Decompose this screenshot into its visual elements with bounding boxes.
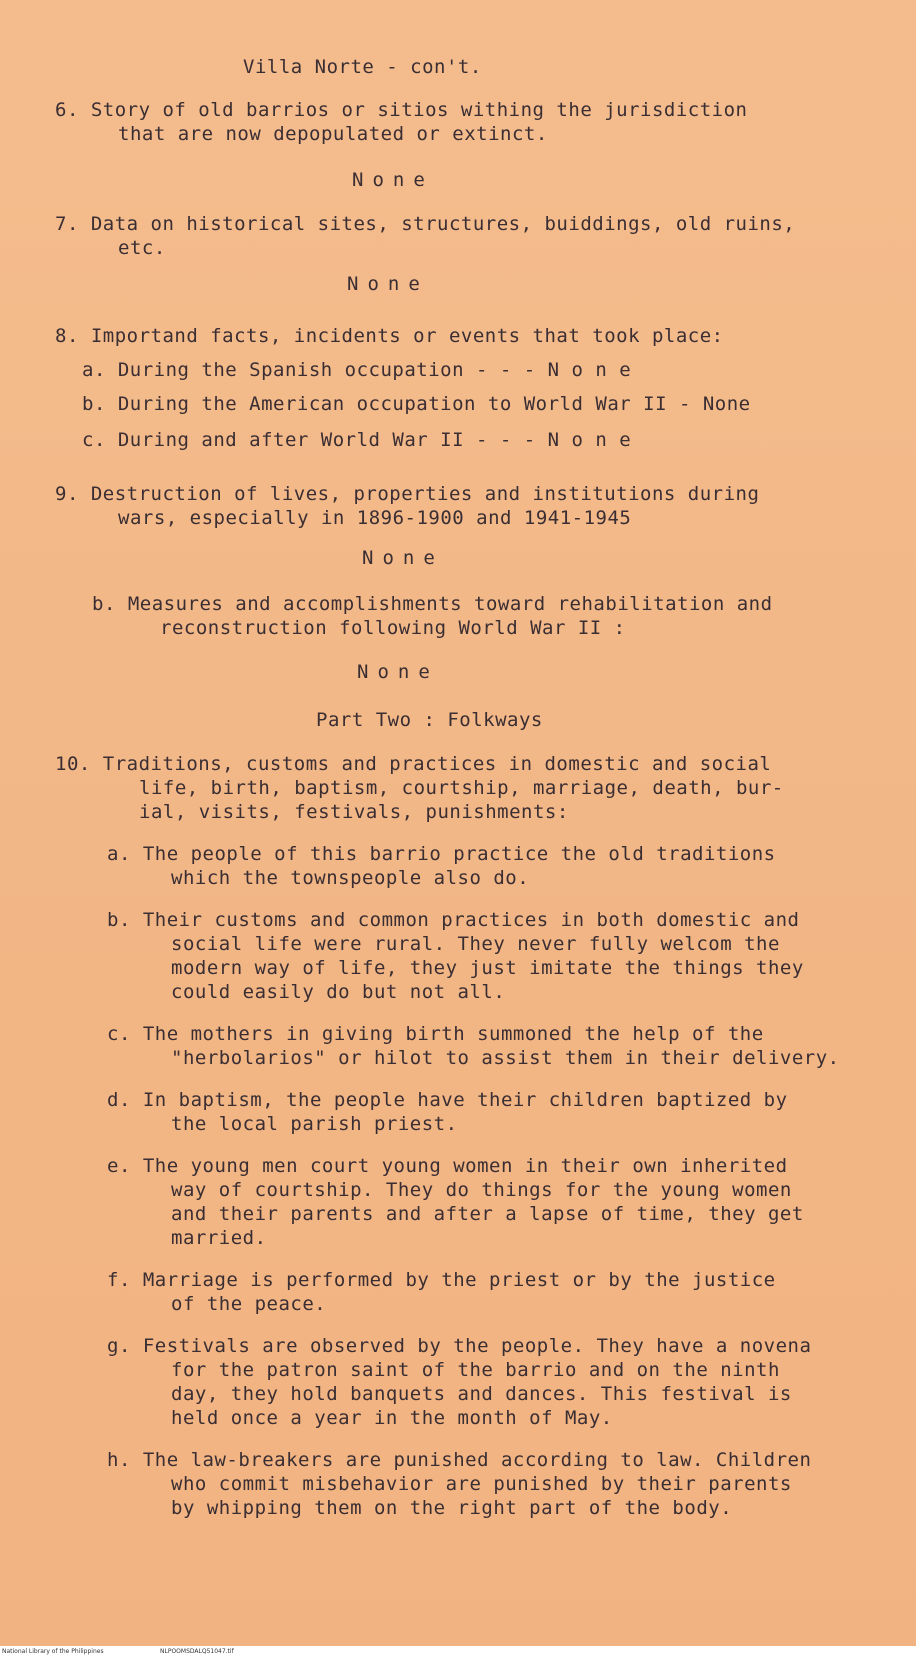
- item10-h3: by whipping them on the right part of the body.: [171, 1497, 733, 1519]
- item9-answer: None: [362, 547, 444, 569]
- item8-a: a. During the Spanish occupation - - - N o n e: [82, 359, 632, 381]
- item10-g2: for the patron saint of the barrio and on the ninth: [171, 1359, 780, 1381]
- item10-b3: modern way of life, they just imitate the things they: [171, 957, 804, 979]
- item10-e4: married.: [171, 1227, 267, 1249]
- item6-line1: 6. Story of old barrios or sitios withing the jurisdiction: [55, 99, 748, 121]
- item10-f1: f. Marriage is performed by the priest or by the justice: [107, 1269, 776, 1291]
- footer-file: NLPOOMSDALQ51047.tif: [160, 1648, 234, 1655]
- item10-line2: life, birth, baptism, courtship, marriage, death, bur-: [139, 777, 784, 799]
- item7-line1: 7. Data on historical sites, structures, buiddings, old ruins,: [55, 213, 796, 235]
- item6-line2: that are now depopulated or extinct.: [118, 123, 548, 145]
- item9-b-line1: b. Measures and accomplishments toward rehabilitation and: [92, 593, 773, 615]
- item6-answer: None: [352, 169, 434, 191]
- item10-g4: held once a year in the month of May.: [171, 1407, 613, 1429]
- item10-f2: of the peace.: [171, 1293, 327, 1315]
- item8-b: b. During the American occupation to World War II - None: [82, 393, 751, 415]
- item7-answer: None: [347, 273, 429, 295]
- item10-a2: which the townspeople also do.: [171, 867, 530, 889]
- item10-line1: 10. Traditions, customs and practices in domestic and social: [55, 753, 772, 775]
- scan-footer: [0, 1646, 916, 1658]
- item10-line3: ial, visits, festivals, punishments:: [139, 801, 569, 823]
- item10-d1: d. In baptism, the people have their children baptized by: [107, 1089, 788, 1111]
- page-header: Villa Norte - con't.: [243, 56, 482, 78]
- item8-line1: 8. Importand facts, incidents or events that took place:: [55, 325, 724, 347]
- part-two-heading: Part Two : Folkways: [316, 709, 543, 731]
- item7-line2: etc.: [118, 237, 166, 259]
- item10-b1: b. Their customs and common practices in both domestic and: [107, 909, 800, 931]
- item8-c: c. During and after World War II - - - N o n e: [82, 429, 632, 451]
- item10-h2: who commit misbehavior are punished by their parents: [171, 1473, 792, 1495]
- item10-d2: the local parish priest.: [171, 1113, 458, 1135]
- item10-a1: a. The people of this barrio practice the old traditions: [107, 843, 776, 865]
- item9-b-line2: reconstruction following World War II :: [160, 617, 626, 639]
- item10-c1: c. The mothers in giving birth summoned the help of the: [107, 1023, 764, 1045]
- item9-line1: 9. Destruction of lives, properties and institutions during: [55, 483, 760, 505]
- item9-b-answer: None: [357, 661, 439, 683]
- item10-b2: social life were rural. They never fully welcom the: [171, 933, 780, 955]
- item10-g3: day, they hold banquets and dances. This festival is: [171, 1383, 792, 1405]
- item10-h1: h. The law-breakers are punished according to law. Children: [107, 1449, 812, 1471]
- item10-b4: could easily do but not all.: [171, 981, 506, 1003]
- item10-c2: "herbolarios" or hilot to assist them in their delivery.: [171, 1047, 840, 1069]
- item10-e1: e. The young men court young women in their own inherited: [107, 1155, 788, 1177]
- item9-line2: wars, especially in 1896-1900 and 1941-1945: [118, 507, 632, 529]
- item10-e2: way of courtship. They do things for the young women: [171, 1179, 792, 1201]
- footer-library: National Library of the Philippines: [2, 1648, 104, 1655]
- item10-e3: and their parents and after a lapse of time, they get: [171, 1203, 804, 1225]
- item10-g1: g. Festivals are observed by the people. They have a novena: [107, 1335, 812, 1357]
